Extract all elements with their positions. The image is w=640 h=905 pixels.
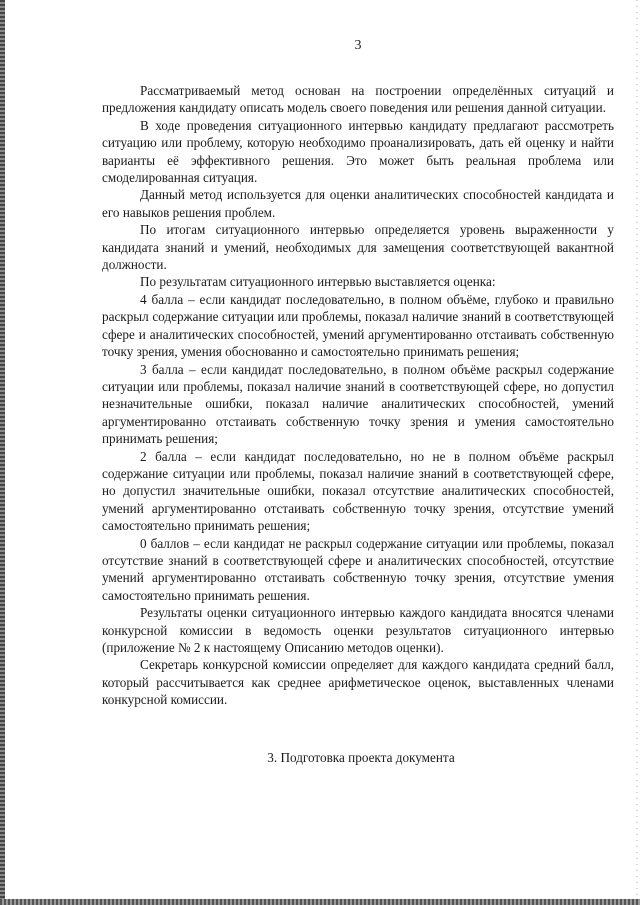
page-number: 3 [354,38,362,53]
paragraph-interview-process: В ходе проведения ситуационного интервью кандидату предлагают рассмотреть ситуацию или проблему, которую необходимо проанализировать, дать ей оценку и найти варианты её эффективного решения. Это может быть реальная проблема или смоделированная ситуация. [102,117,614,186]
scan-edge-right [636,0,638,905]
document-page [102,38,614,766]
paragraph-interview-results: По итогам ситуационного интервью определяется уровень выраженности у кандидата знаний и умений, необходимых для замещения соответствующей вакантной должности. [102,222,614,273]
paragraph-results-recording: Результаты оценки ситуационного интервью каждого кандидата вносятся членами конкурсной комиссии в ведомость оценки результатов ситуационного интервью (приложение № 2 к настоящему Описанию методов оценки). [102,605,614,655]
paragraph-scoring-intro: По результатам ситуационного интервью выставляется оценка: [140,274,496,290]
scan-edge-bottom [0,899,640,905]
paragraph-score-0: 0 баллов – если кандидат не раскрыл содержание ситуации или проблемы, показал отсутствие знаний в соответствующей сфере и аналитических способностей, отсутствие умений аргументированно отстаивать собственную точку зрения, отсутствие умения самостоятельно принимать решения. [102,535,614,603]
paragraph-method-purpose: Данный метод используется для оценки аналитических способностей кандидата и его навыков решения проблем. [102,187,614,220]
scan-edge-left [0,0,5,905]
paragraph-score-4: 4 балла – если кандидат последовательно, в полном объёме, глубоко и правильно раскрыл содержание ситуации или проблемы, показал наличие знаний в соответствующей сфере и аналитических способностей, умений аргументированно отстаивать собственную точку зрения, умения обоснованно и самостоятельно принимать решения; [102,291,614,360]
paragraph-method-basis: Рассматриваемый метод основан на построении определённых ситуаций и предложения кандидату описать модель своего поведения или решения данной ситуации. [102,83,614,116]
section-title: 3. Подготовка проекта документа [267,749,455,765]
paragraph-average-score: Секретарь конкурсной комиссии определяет для каждого кандидата средний балл, который рассчитывается как среднее арифметическое оценок, выставленных членами конкурсной комиссии. [102,657,614,708]
paragraph-score-2: 2 балла – если кандидат последовательно, но не в полном объёме раскрыл содержание ситуации или проблемы, показал наличие знаний в соответствующей сфере, но допустил значительные ошибки, показал отсутствие аналитических способностей, умений аргументированно отстаивать собственную точку зрения, отсутствие умений самостоятельно принимать решения; [102,448,614,534]
paragraph-score-3: 3 балла – если кандидат последовательно, в полном объёме раскрыл содержание ситуации или проблемы, показал наличие знаний в соответствующей сфере, но допустил незначительные ошибки, показал наличие аналитических способностей, умений аргументированно отстаивать собственную точку зрения и умения самостоятельно принимать решения; [102,361,614,447]
